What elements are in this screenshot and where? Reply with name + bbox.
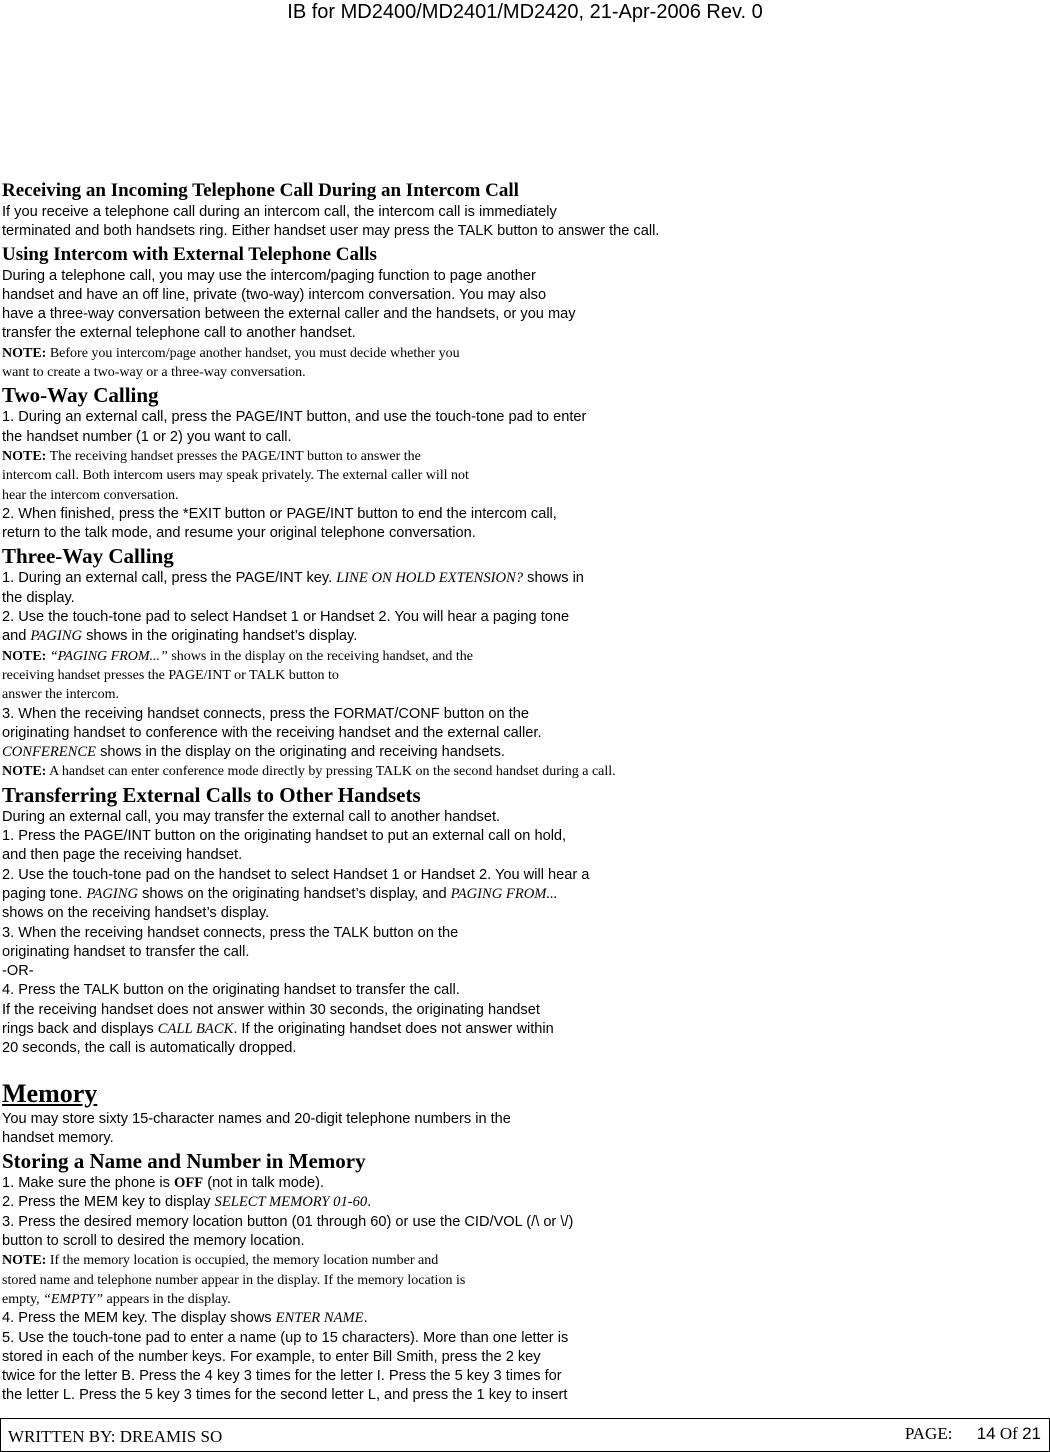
- note-line: [2, 762, 1042, 781]
- display-text: “PAGING FROM...”: [46, 648, 168, 664]
- spacer: [2, 1059, 1042, 1078]
- body-line: have a three-way conversation between the external caller and the handsets, or you may: [2, 306, 576, 323]
- bold-text: OFF: [173, 1175, 204, 1192]
- body-line: [2, 1020, 1042, 1039]
- note-text: appears in the display.: [103, 1291, 231, 1307]
- note-line: intercom call. Both intercom users may speak privately. The external caller will not: [2, 468, 469, 484]
- note-text: The receiving handset presses the PAGE/INT button to answer the: [46, 448, 421, 464]
- body-line: stored in each of the number keys. For example, to enter Bill Smith, press the 2 key: [2, 1348, 541, 1365]
- note-line: stored name and telephone number appear in the display. If the memory location is: [2, 1272, 466, 1288]
- body-line: [2, 743, 1042, 762]
- display-text: “EMPTY”: [43, 1291, 104, 1307]
- body-line: 3. When the receiving handset connects, press the TALK button on the: [2, 924, 459, 941]
- body-line: 2. Use the touch-tone pad to select Handset 1 or Handset 2. You will hear a paging tone: [2, 609, 570, 626]
- body-line: handset memory.: [2, 1129, 114, 1146]
- note-text: If the memory location is occupied, the memory location number and: [46, 1253, 439, 1269]
- body-text: shows in the originating handset’s display.: [82, 628, 358, 645]
- note-text: A handset can enter conference mode directly by pressing TALK on the second handset during a call.: [46, 764, 616, 780]
- body-text: 1. Make sure the phone is: [2, 1175, 174, 1192]
- body-line: 1. During an external call, press the PAGE/INT button, and use the touch-tone pad to enter: [2, 409, 587, 426]
- body-line: [2, 1174, 1042, 1193]
- body-line: 20 seconds, the call is automatically dropped.: [2, 1040, 297, 1057]
- document-header: IB for MD2400/MD2401/MD2420, 21-Apr-2006 Rev. 0: [287, 1, 763, 23]
- note-line: [2, 1290, 1042, 1309]
- page-total: 21: [1022, 1424, 1041, 1443]
- note-label: NOTE:: [2, 448, 47, 464]
- body-line: and then page the receiving handset.: [2, 847, 243, 864]
- display-text: CONFERENCE: [2, 744, 97, 761]
- body-line: If you receive a telephone call during an intercom call, the intercom call is immediately: [2, 204, 557, 220]
- note-label: NOTE:: [2, 764, 47, 780]
- note-line: [2, 344, 1042, 363]
- body-line: 3. When the receiving handset connects, press the FORMAT/CONF button on the: [2, 705, 529, 722]
- body-line: shows on the receiving handset’s display.: [2, 905, 270, 922]
- body-text: shows in the display on the originating and receiving handsets.: [96, 744, 505, 761]
- body-line: 2. When finished, press the *EXIT button or PAGE/INT button to end the intercom call,: [2, 505, 557, 522]
- body-line: the letter L. Press the 5 key 3 times for the second letter L, and press the 1 key to insert: [2, 1387, 568, 1404]
- body-line: If the receiving handset does not answer within 30 seconds, the originating handset: [2, 1001, 540, 1018]
- note-text: Before you intercom/page another handset, you must decide whether you: [46, 345, 460, 361]
- body-line: twice for the letter B. Press the 4 key 3 times for the letter I. Press the 5 key 3 times for: [2, 1368, 562, 1385]
- body-text: rings back and displays: [2, 1020, 158, 1037]
- section-title-incoming-call: Receiving an Incoming Telephone Call During an Intercom Call: [2, 180, 519, 201]
- body-text: .: [363, 1310, 368, 1327]
- body-line: 2. Use the touch-tone pad on the handset to select Handset 1 or Handset 2. You will hear a: [2, 866, 590, 883]
- body-text: 2. Press the MEM key to display: [2, 1194, 215, 1211]
- note-line: [2, 1251, 1042, 1270]
- note-text: empty,: [2, 1291, 44, 1307]
- note-line: [2, 647, 1042, 666]
- body-line: transfer the external telephone call to another handset.: [2, 325, 356, 342]
- body-line: 5. Use the touch-tone pad to enter a name (up to 15 characters). More than one letter is: [2, 1329, 569, 1346]
- note-label: NOTE:: [2, 345, 47, 361]
- body-line: [2, 885, 1042, 904]
- body-line: During a telephone call, you may use the intercom/paging function to page another: [2, 267, 536, 284]
- display-text: PAGING: [86, 885, 139, 902]
- body-line: return to the talk mode, and resume your original telephone conversation.: [2, 525, 476, 542]
- body-line: handset and have an off line, private (two-way) intercom conversation. You may also: [2, 286, 547, 303]
- body-text: shows in: [523, 570, 584, 587]
- body-line: 4. Press the TALK button on the originating handset to transfer the call.: [2, 982, 460, 999]
- body-line: the handset number (1 or 2) you want to call.: [2, 428, 292, 445]
- body-line: [2, 569, 1042, 588]
- note-text: shows in the display on the receiving handset, and the: [167, 648, 474, 664]
- written-by: WRITTEN BY: DREAMIS SO: [8, 1427, 223, 1446]
- body-line: [2, 627, 1042, 646]
- body-line: originating handset to transfer the call.: [2, 943, 250, 960]
- note-line: want to create a two-way or a three-way conversation.: [2, 365, 306, 381]
- body-text: shows on the originating handset’s display, and: [138, 885, 451, 902]
- body-text: paging tone.: [2, 885, 87, 902]
- body-line: originating handset to conference with the receiving handset and the external caller.: [2, 724, 542, 741]
- display-text: PAGING: [30, 628, 83, 645]
- body-line: -OR-: [2, 963, 34, 980]
- display-text: ENTER NAME: [275, 1310, 364, 1327]
- body-line: During an external call, you may transfer the external call to another handset.: [2, 808, 501, 825]
- section-title-external-calls: Using Intercom with External Telephone Calls: [2, 243, 377, 265]
- body-line: [2, 1193, 1042, 1212]
- body-line: [2, 1309, 1042, 1328]
- body-text: 4. Press the MEM key. The display shows: [2, 1310, 276, 1327]
- display-text: PAGING FROM...: [450, 885, 558, 902]
- page-footer: [0, 1418, 1050, 1452]
- note-line: [2, 447, 1042, 466]
- section-title-transferring: Transferring External Calls to Other Handsets: [2, 782, 421, 807]
- body-text: and: [2, 628, 31, 645]
- body-line: You may store sixty 15-character names and 20-digit telephone numbers in the: [2, 1110, 511, 1127]
- body-line: button to scroll to desired the memory location.: [2, 1233, 305, 1250]
- body-text: 1. During an external call, press the PAGE/INT key.: [2, 570, 337, 587]
- body-line: 1. Press the PAGE/INT button on the originating handset to put an external call on hold,: [2, 828, 567, 845]
- body-line: 3. Press the desired memory location button (01 through 60) or use the CID/VOL (/\ or \/): [2, 1213, 574, 1230]
- body-line: the display.: [2, 589, 75, 606]
- section-title-two-way: Two-Way Calling: [2, 383, 159, 408]
- page-number: [905, 1424, 1041, 1444]
- section-title-storing: Storing a Name and Number in Memory: [2, 1149, 366, 1174]
- body-line: terminated and both handsets ring. Either handset user may press the TALK button to answer the call.: [2, 223, 660, 240]
- display-text: CALL BACK: [157, 1020, 234, 1037]
- body-text: .: [367, 1194, 372, 1211]
- display-text: SELECT MEMORY 01-60: [214, 1194, 368, 1211]
- note-line: hear the intercom conversation.: [2, 487, 179, 503]
- note-label: NOTE:: [2, 648, 47, 664]
- chapter-title-memory: Memory: [2, 1078, 98, 1108]
- body-text: . If the originating handset does not answer within: [233, 1020, 554, 1037]
- display-text: LINE ON HOLD EXTENSION?: [336, 570, 524, 587]
- section-title-three-way: Three-Way Calling: [2, 544, 174, 569]
- page-body: [2, 178, 1042, 1406]
- note-line: receiving handset presses the PAGE/INT or TALK button to: [2, 667, 339, 683]
- page-current: 14: [976, 1424, 996, 1443]
- page-of: Of: [999, 1424, 1018, 1443]
- note-line: answer the intercom.: [2, 687, 120, 703]
- page-label: PAGE:: [904, 1424, 953, 1443]
- body-text: (not in talk mode).: [203, 1175, 325, 1192]
- note-label: NOTE:: [2, 1253, 47, 1269]
